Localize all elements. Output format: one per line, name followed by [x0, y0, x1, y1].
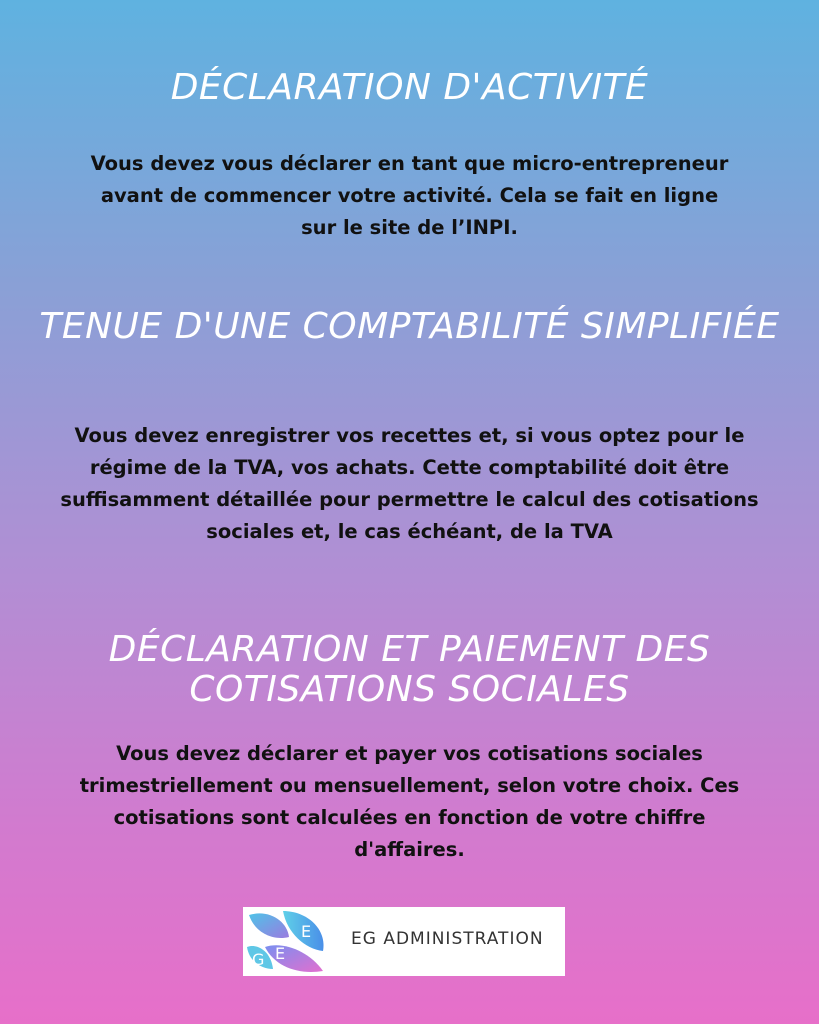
section-title-comptabilite: TENUE D'UNE COMPTABILITÉ SIMPLIFIÉE: [39, 306, 780, 347]
section-body-declaration-activite: Vous devez vous déclarer en tant que micro-entrepreneur avant de commencer votre activité. Cela se fait en ligne sur le site de l’INPI.: [90, 152, 729, 239]
section-body-comptabilite: Vous devez enregistrer vos recettes et, si vous optez pour le régime de la TVA, vos achats. Cette comptabilité doit être suffisamment détaillée pour permettre le calcul des cotisations sociales et, le cas échéant, de la TVA: [60, 424, 759, 543]
logo-letter-e-top: E: [301, 922, 312, 941]
logo-letter-g: G: [252, 950, 265, 969]
logo-letter-e-bottom: E: [275, 944, 286, 963]
logo-banner: [243, 907, 565, 976]
section-body-cotisations: Vous devez déclarer et payer vos cotisations sociales trimestriellement ou mensuellement, selon votre choix. Ces cotisations sont calculées en fonction de votre chiffre d'affaires.: [79, 742, 740, 861]
section-title-declaration-activite: DÉCLARATION D'ACTIVITÉ: [170, 67, 649, 108]
eg-logo-icon: [243, 907, 329, 976]
logo-name: EG ADMINISTRATION: [351, 929, 544, 949]
section-title-cotisations: DÉCLARATION ET PAIEMENT DES COTISATIONS SOCIALES: [108, 629, 711, 710]
